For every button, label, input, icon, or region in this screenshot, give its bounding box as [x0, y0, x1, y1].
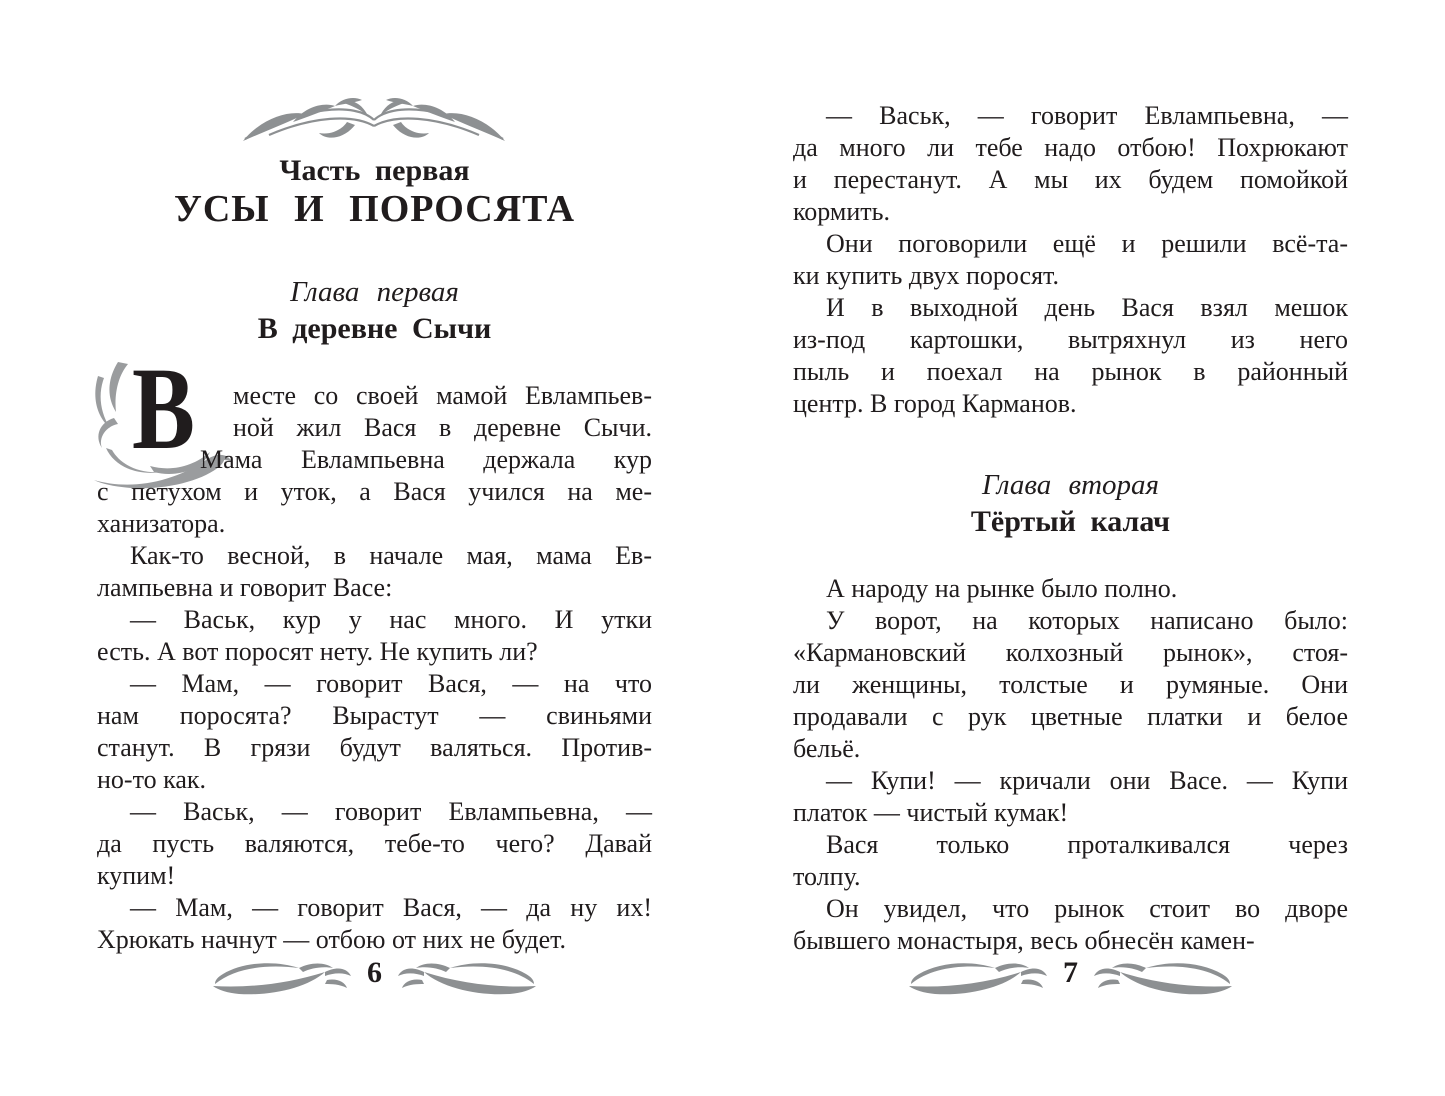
footer-swash-left-icon: [213, 960, 353, 996]
body-line: Хрюкать начнут — отбою от них не будет.: [97, 925, 567, 954]
body-line: платок — чистый кумак!: [793, 798, 1069, 827]
drop-cap: В: [132, 343, 195, 474]
body-line: толпу.: [793, 862, 861, 891]
body-line: да много ли тебе надо отбою! Похрюкают: [793, 133, 1348, 162]
body-line: Как-то весной, в начале мая, мама Ев-: [130, 541, 652, 570]
header-flourish-ornament-icon: [241, 95, 507, 153]
body-line: и перестанут. А мы их будем помойкой: [793, 165, 1348, 194]
part-title: УСЫ И ПОРОСЯТА: [173, 188, 576, 230]
chapter-one-label: Глава первая: [290, 276, 459, 308]
body-line: продавали с рук цветные платки и белое: [793, 702, 1348, 731]
body-line: бельё.: [793, 734, 861, 763]
body-line: ли женщины, толстые и румяные. Они: [793, 670, 1348, 699]
body-line: И в выходной день Вася взял мешок: [826, 293, 1348, 322]
body-line: — Купи! — кричали они Васе. — Купи: [826, 766, 1348, 795]
body-line: ки купить двух поросят.: [793, 261, 1059, 290]
body-line: пыль и поехал на рынок в районный: [793, 357, 1348, 386]
body-line: с петухом и уток, а Вася учился на ме-: [97, 477, 652, 506]
left-page-footer: [97, 952, 652, 1004]
body-line: центр. В город Карманов.: [793, 389, 1077, 418]
body-line: кормить.: [793, 197, 891, 226]
body-line: — Мам, — говорит Вася, — на что: [130, 669, 652, 698]
page-number: 6: [367, 956, 382, 989]
part-label: Часть первая: [279, 154, 470, 187]
body-line: месте со своей мамой Евлампьев-: [233, 381, 652, 410]
chapter-two-title: Тёртый калач: [970, 505, 1171, 538]
body-line: ханизатора.: [97, 509, 226, 538]
body-line: есть. А вот поросят нету. Не купить ли?: [97, 637, 538, 666]
page-number: 7: [1063, 956, 1078, 989]
body-line: нам поросята? Вырастут — свиньями: [97, 701, 652, 730]
body-line: — Васьк, — говорит Евлампьевна, —: [826, 101, 1348, 130]
body-line: купим!: [97, 861, 176, 890]
chapter-two-label: Глава вторая: [981, 469, 1160, 501]
body-line: — Васьк, кур у нас много. И утки: [130, 605, 652, 634]
body-line: «Кармановский колхозный рынок», стоя-: [793, 638, 1348, 667]
body-line: Мама Евлампьевна держала кур: [200, 445, 652, 474]
body-line: из-под картошки, вытряхнул из него: [793, 325, 1348, 354]
body-line: бывшего монастыря, весь обнесён камен-: [793, 926, 1255, 955]
body-line: — Васьк, — говорит Евлампьевна, —: [130, 797, 652, 826]
footer-swash-right-icon: [396, 960, 536, 996]
right-page-footer: [793, 952, 1348, 1004]
body-line: да пусть валяются, тебе-то чего? Давай: [97, 829, 652, 858]
body-line: но-то как.: [97, 765, 207, 794]
footer-swash-left-icon: [909, 960, 1049, 996]
chapter-one-title: В деревне Сычи: [257, 312, 492, 345]
body-line: ной жил Вася в деревне Сычи.: [233, 413, 652, 442]
body-line: Вася только проталкивался через: [826, 830, 1348, 859]
footer-swash-right-icon: [1092, 960, 1232, 996]
body-line: Он увидел, что рынок стоит во дворе: [826, 894, 1348, 923]
body-line: лампьевна и говорит Васе:: [97, 573, 393, 602]
body-line: У ворот, на которых написано было:: [826, 606, 1348, 635]
body-line: А народу на рынке было полно.: [826, 574, 1178, 603]
body-line: станут. В грязи будут валяться. Против-: [97, 733, 652, 762]
body-line: Они поговорили ещё и решили всё-та-: [826, 229, 1348, 258]
body-line: — Мам, — говорит Вася, — да ну их!: [130, 893, 652, 922]
